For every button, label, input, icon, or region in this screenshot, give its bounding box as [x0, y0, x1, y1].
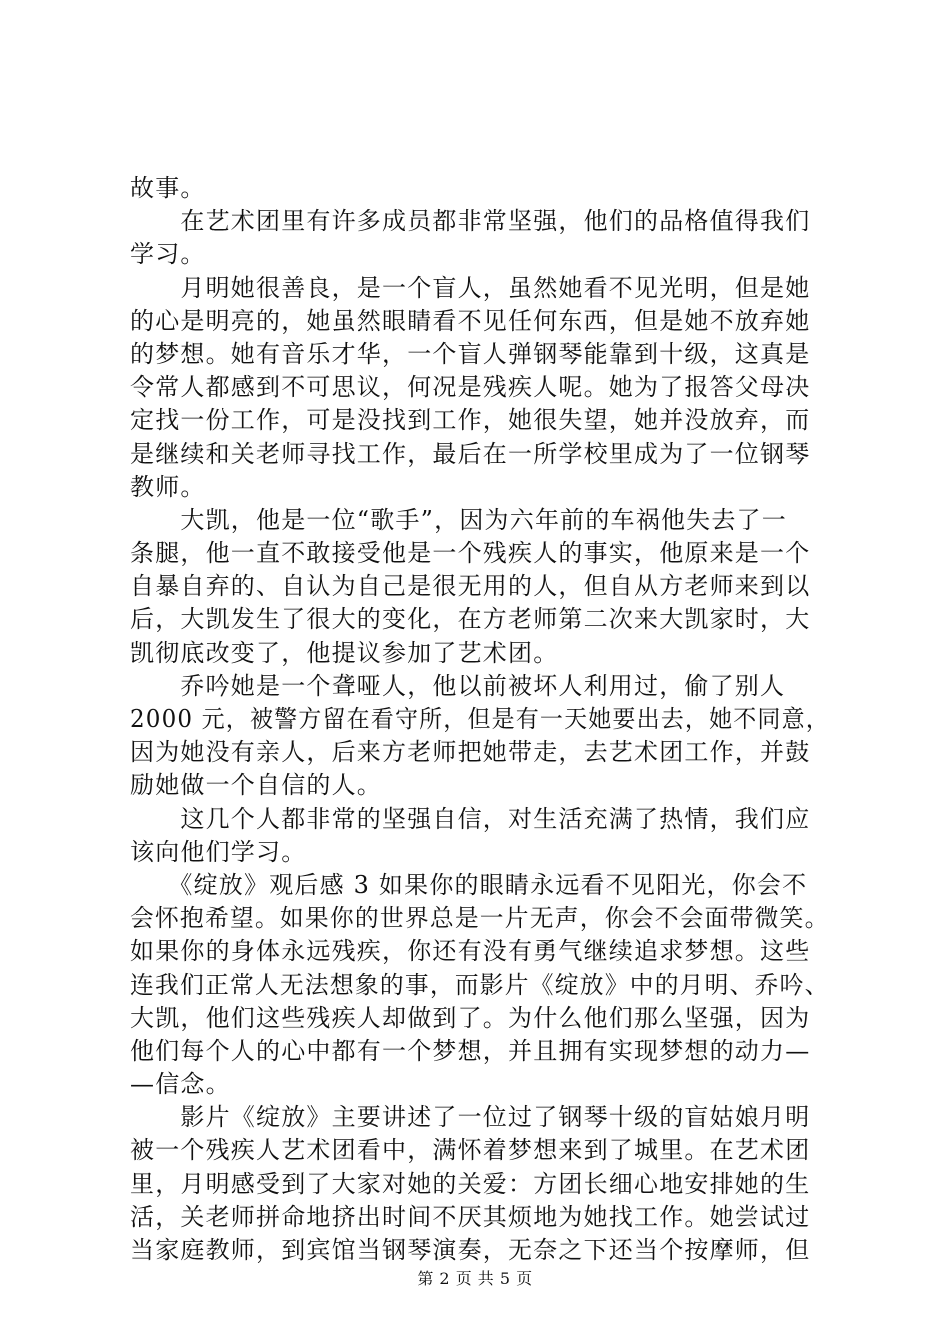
text-line: 如果你的身体永远残疾，你还有没有勇气继续追求梦想。这些 [130, 937, 811, 966]
text-line: 连我们正常人无法想象的事，而影片《绽放》中的月明、乔吟、 [130, 970, 830, 999]
page-footer: 第 2 页 共 5 页 [417, 1269, 533, 1288]
text-line: 在艺术团里有许多成员都非常坚强，他们的品格值得我们 [130, 207, 811, 236]
text-line: 凯彻底改变了，他提议参加了艺术团。 [130, 638, 559, 667]
text-line: 令常人都感到不可思议，何况是残疾人呢。她为了报答父母决 [130, 373, 811, 402]
text-line: 大凯，他们这些残疾人却做到了。为什么他们那么坚强，因为 [130, 1003, 811, 1032]
text-line: 活，关老师拼命地挤出时间不厌其烦地为她找工作。她尝试过 [130, 1202, 811, 1231]
body-text [130, 172, 830, 1267]
text-line: 大凯，他是一位“歌手”，因为六年前的车祸他失去了一 [130, 505, 787, 534]
text-line: 这几个人都非常的坚强自信，对生活充满了热情，我们应 [130, 804, 811, 833]
text-line: 定找一份工作，可是没找到工作，她很失望，她并没放弃，而 [130, 406, 811, 435]
text-line: 条腿，他一直不敢接受他是一个残疾人的事实，他原来是一个 [130, 539, 811, 568]
text-line: 的心是明亮的，她虽然眼睛看不见任何东西，但是她不放弃她 [130, 306, 811, 335]
text-line: 月明她很善良，是一个盲人，虽然她看不见光明，但是她 [130, 273, 811, 302]
text-line: 当家庭教师，到宾馆当钢琴演奏，无奈之下还当个按摩师，但 [130, 1236, 811, 1264]
text-line: 《绽放》观后感 3 如果你的眼睛永远看不见阳光，你会不 [130, 870, 808, 899]
text-line: 后，大凯发生了很大的变化，在方老师第二次来大凯家时，大 [130, 605, 811, 634]
text-line: 是继续和关老师寻找工作，最后在一所学校里成为了一位钢琴 [130, 439, 811, 468]
text-line: 里，月明感受到了大家对她的关爱：方团长细心地安排她的生 [130, 1169, 811, 1198]
text-line: 的梦想。她有音乐才华，一个盲人弹钢琴能靠到十级，这真是 [130, 339, 811, 368]
text-line: 他们每个人的心中都有一个梦想，并且拥有实现梦想的动力— [130, 1036, 811, 1065]
text-line: 因为她没有亲人，后来方老师把她带走，去艺术团工作，并鼓 [130, 738, 811, 767]
text-line: 故事。 [130, 174, 206, 202]
text-line: 该向他们学习。 [130, 837, 307, 866]
text-line: 乔吟她是一个聋哑人，他以前被坏人利用过，偷了别人 [130, 671, 786, 700]
text-line: 教师。 [130, 472, 206, 501]
text-line: 励她做一个自信的人。 [130, 771, 382, 800]
text-line: 影片《绽放》主要讲述了一位过了钢琴十级的盲姑娘月明 [130, 1103, 811, 1132]
text-line: 2000 元，被警方留在看守所，但是有一天她要出去，她不同意， [130, 705, 830, 733]
text-line: 自暴自弃的、自认为自己是很无用的人，但自从方老师来到以 [130, 572, 811, 601]
text-line: 会怀抱希望。如果你的世界总是一片无声，你会不会面带微笑。 [130, 904, 830, 933]
text-line: 被一个残疾人艺术团看中，满怀着梦想来到了城里。在艺术团 [130, 1136, 811, 1165]
text-line: 学习。 [130, 240, 206, 269]
text-line: —信念。 [130, 1070, 231, 1099]
